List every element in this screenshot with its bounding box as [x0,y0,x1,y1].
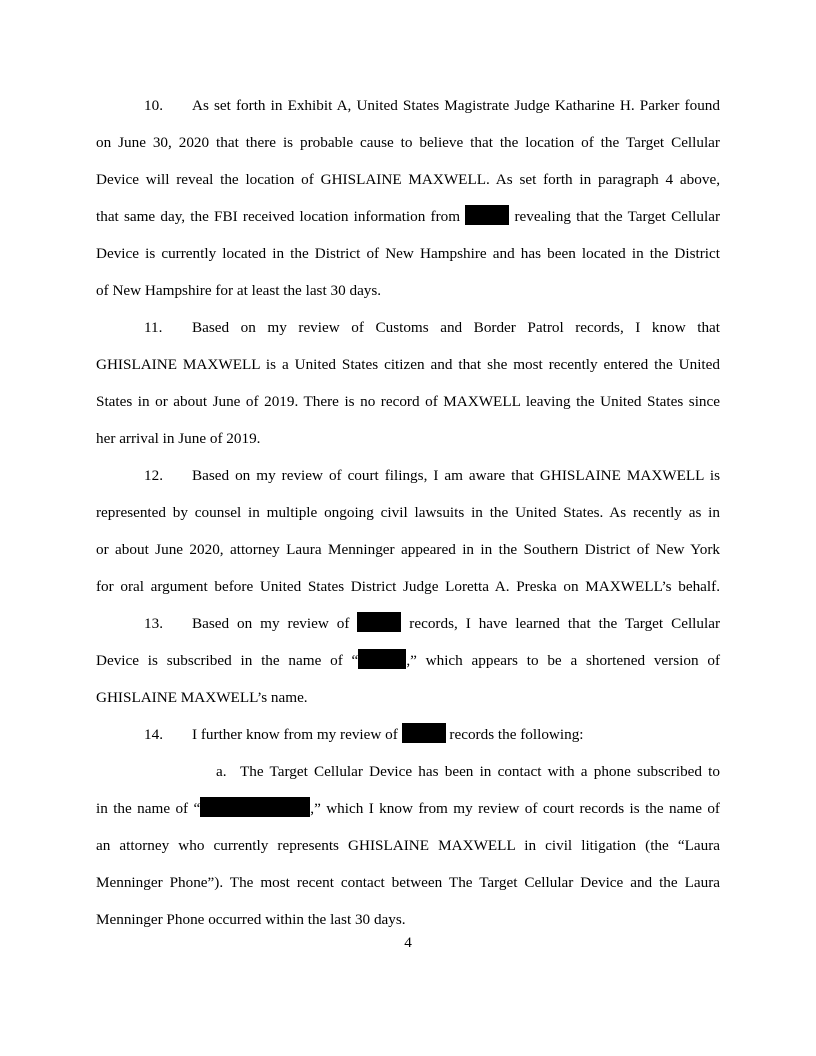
paragraph-text: her arrival in June of 2019. [96,430,261,447]
paragraph-text: an attorney who currently represents GHISLAINE MAXWELL in civil litigation (the “Laura [96,837,720,854]
redaction-box [358,649,406,669]
paragraph-text: of New Hampshire for at least the last 30 days. [96,282,382,299]
paragraph-text: in the name of “ [96,800,201,817]
paragraph-number: 13. [144,615,163,632]
paragraph-line [96,679,720,716]
paragraph-line [96,198,720,235]
paragraph-text: Based on my review of court filings, I am aware that GHISLAINE MAXWELL is [192,467,720,484]
paragraph-number: 14. [144,726,163,743]
paragraph-line [96,827,720,864]
paragraph-line [96,161,720,198]
paragraph-text: Menninger Phone”). The most recent contact between The Target Cellular Device and the Laura [96,874,720,891]
paragraph-line [96,605,720,642]
paragraph-line [96,642,720,679]
paragraph-text: revealing that the Target Cellular [514,208,721,225]
paragraph-line [96,494,720,531]
paragraph-line [96,420,720,457]
paragraph-text: ,” which I know from my review of court records is the name of [310,800,720,817]
paragraph-text: As set forth in Exhibit A, United States Magistrate Judge Katharine H. Parker found [192,97,720,114]
redaction-box [357,612,401,632]
paragraph-text: GHISLAINE MAXWELL is a United States citizen and that she most recently entered the United [96,356,720,373]
paragraph-text: The Target Cellular Device has been in contact with a phone subscribed to [240,763,720,780]
redaction-box [465,205,509,225]
paragraph-line [96,124,720,161]
page-number: 4 [404,934,412,951]
paragraph-line [96,753,720,790]
paragraph-text: Device is subscribed in the name of “ [96,652,359,669]
paragraph-text: ,” which appears to be a shortened version of [406,652,720,669]
paragraph-number: 10. [144,97,163,114]
paragraph-line [96,790,720,827]
paragraph-line [96,531,720,568]
paragraph-line [96,716,720,753]
paragraph-number: 11. [144,319,163,336]
paragraph-text: Device will reveal the location of GHISLAINE MAXWELL. As set forth in paragraph 4 above, [96,171,720,188]
paragraph-text: on June 30, 2020 that there is probable cause to believe that the location of the Target Cellular [96,134,720,151]
paragraph-11 [96,309,720,457]
paragraph-line [96,383,720,420]
subparagraph-a [96,753,720,938]
paragraph-12 [96,457,720,605]
paragraph-text: GHISLAINE MAXWELL’s name. [96,689,308,706]
paragraph-text: or about June 2020, attorney Laura Menninger appeared in in the Southern District of New York [96,541,720,558]
paragraph-number: 12. [144,467,163,484]
paragraph-line [96,346,720,383]
redaction-box [200,797,310,817]
subparagraph-label: a. [216,763,227,780]
paragraph-13 [96,605,720,716]
paragraph-line [96,87,720,124]
paragraph-10 [96,87,720,309]
document-body [96,87,720,938]
redaction-box [402,723,446,743]
paragraph-text: Based on my review of Customs and Border Patrol records, I know that [192,319,720,336]
paragraph-line [96,309,720,346]
paragraph-text: for oral argument before United States District Judge Loretta A. Preska on MAXWELL’s behalf. [96,578,720,595]
paragraph-text: Menninger Phone occurred within the last 30 days. [96,911,406,928]
paragraph-text: that same day, the FBI received location information from [96,208,461,225]
paragraph-text: I further know from my review of [192,726,398,743]
paragraph-text: records, I have learned that the Target Cellular [409,615,721,632]
paragraph-text: Device is currently located in the District of New Hampshire and has been located in the District [96,245,720,262]
paragraph-text: records the following: [449,726,584,743]
paragraph-14 [96,716,720,753]
paragraph-text: States in or about June of 2019. There is no record of MAXWELL leaving the United States since [96,393,720,410]
paragraph-line [96,568,720,605]
paragraph-line [96,235,720,272]
paragraph-text: represented by counsel in multiple ongoing civil lawsuits in the United States. As recently as in [96,504,720,521]
paragraph-line [96,272,720,309]
paragraph-line [96,864,720,901]
paragraph-text: Based on my review of [192,615,350,632]
paragraph-line [96,457,720,494]
